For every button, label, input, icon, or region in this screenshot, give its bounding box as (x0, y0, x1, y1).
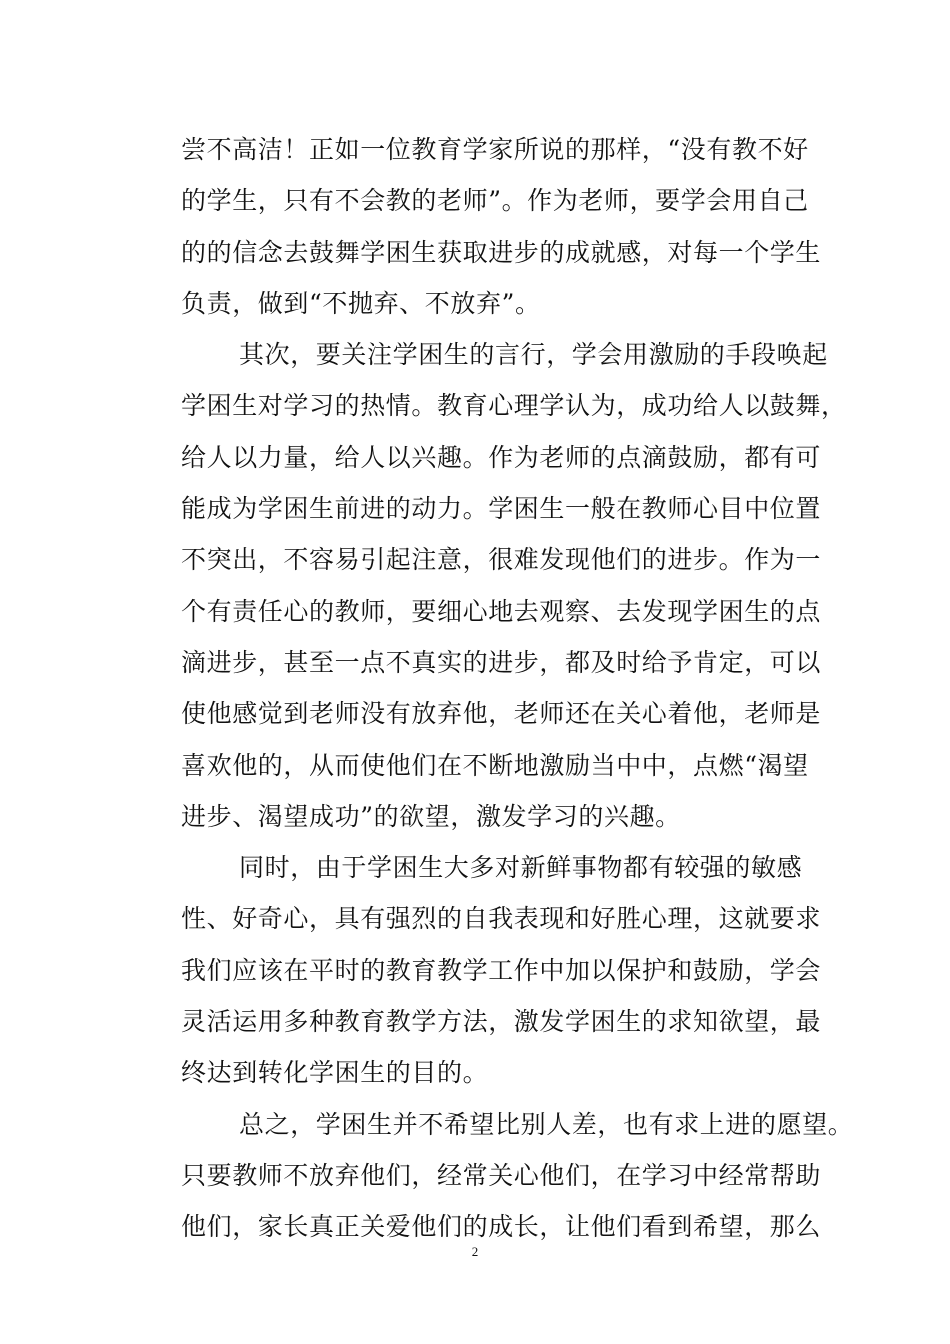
document-body (181, 124, 854, 1253)
text-line: 他们，家长真正关爱他们的成长，让他们看到希望，那么 (181, 1212, 822, 1242)
text-line: 进步、渴望成功”的欲望，激发学习的兴趣。 (181, 801, 681, 831)
paragraph-first-line: 其次，要关注学困生的言行，学会用激励的手段唤起 (239, 340, 828, 370)
text-line: 的的信念去鼓舞学困生获取进步的成就感，对每一个学生 (181, 237, 822, 267)
text-line: 给人以力量，给人以兴趣。作为老师的点滴鼓励，都有可 (181, 442, 822, 472)
paragraph-first-line: 同时，由于学困生大多对新鲜事物都有较强的敏感 (239, 853, 803, 883)
text-line: 个有责任心的教师，要细心地去观察、去发现学困生的点 (181, 596, 822, 626)
text-line: 能成为学困生前进的动力。学困生一般在教师心目中位置 (181, 494, 822, 524)
text-line: 学困生对学习的热情。教育心理学认为，成功给人以鼓舞， (181, 391, 847, 421)
text-line: 我们应该在平时的教育教学工作中加以保护和鼓励，学会 (181, 955, 822, 985)
text-line: 使他感觉到老师没有放弃他，老师还在关心着他，老师是 (181, 699, 822, 729)
paragraph-first-line: 总之，学困生并不希望比别人差，也有求上进的愿望。 (239, 1109, 854, 1139)
text-line: 滴进步，甚至一点不真实的进步，都及时给予肯定，可以 (181, 647, 822, 677)
text-line: 终达到转化学困生的目的。 (181, 1058, 489, 1088)
text-line: 喜欢他的，从而使他们在不断地激励当中中，点燃“渴望 (181, 750, 809, 780)
text-line: 灵活运用多种教育教学方法，激发学困生的求知欲望，最 (181, 1007, 822, 1037)
text-line: 的学生，只有不会教的老师”。作为老师，要学会用自己 (181, 186, 809, 216)
text-line: 只要教师不放弃他们，经常关心他们，在学习中经常帮助 (181, 1160, 822, 1190)
text-line: 尝不高洁！正如一位教育学家所说的那样，“没有教不好 (181, 135, 809, 164)
text-line: 负责，做到“不抛弃、不放弃”。 (181, 288, 541, 318)
page-number: 2 (471, 1244, 479, 1259)
text-line: 不突出，不容易引起注意，很难发现他们的进步。作为一 (181, 545, 822, 575)
text-line: 性、好奇心，具有强烈的自我表现和好胜心理，这就要求 (181, 904, 822, 934)
